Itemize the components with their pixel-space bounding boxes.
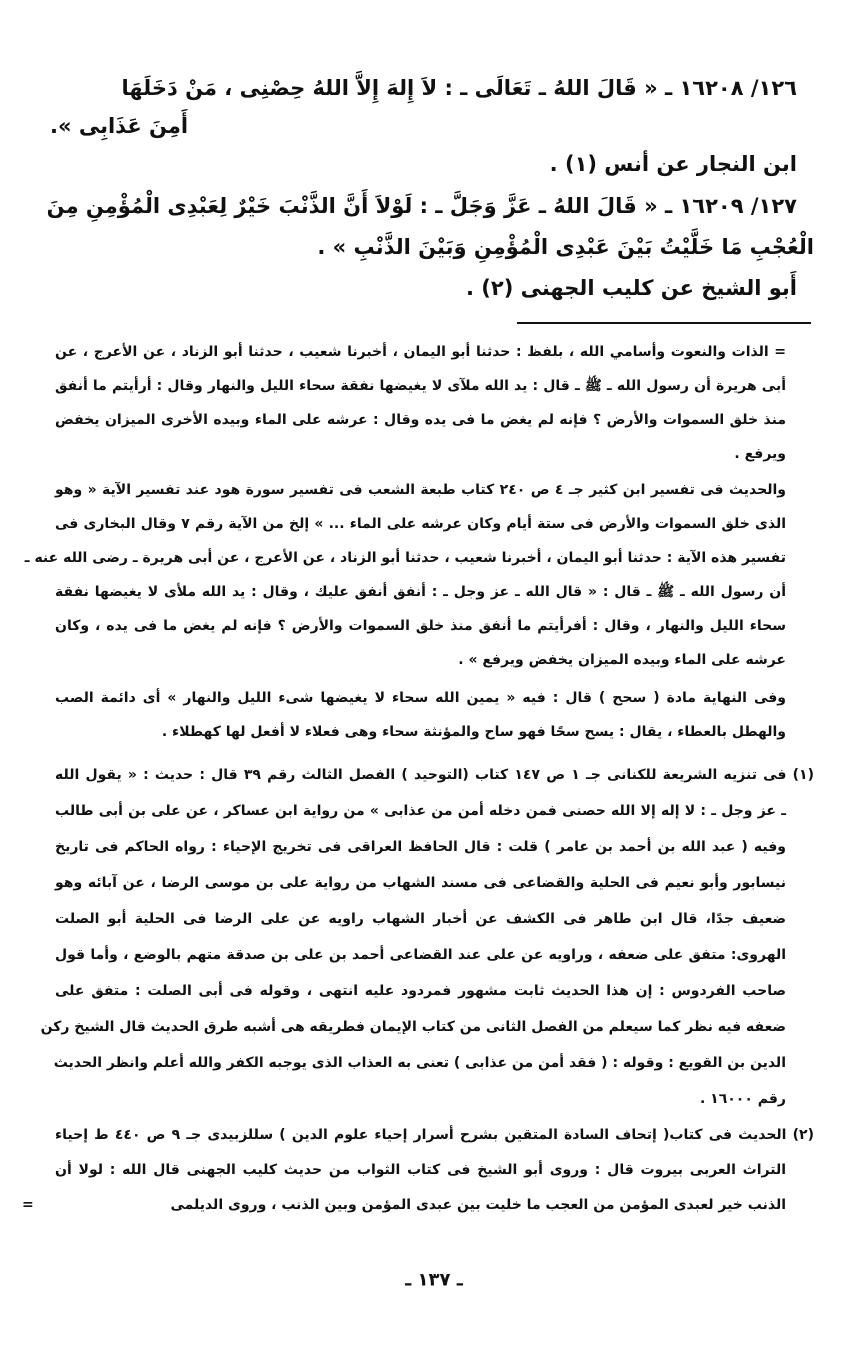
footnote-line: منذ خلق السموات والأرض ؟ فإنه لم يغض ما فى يده وقال : عرشه على الماء وبيده الأخرى الميزان يخفض: [55, 412, 786, 428]
footnote-line: والحديث فى تفسير ابن كثير جـ ٤ ص ٢٤٠ كتاب طبعة الشعب فى تفسير سورة هود عند تفسير الآية « وهو: [55, 482, 786, 498]
footnote-line: أن رسول الله ـ ﷺ ـ قال : « قال الله ـ عز وجل ـ : أنفق أنفق عليك ، وقال : يد الله ملأى لا يغيضها نفقة: [55, 584, 786, 600]
footnote-line: = الذات والنعوت وأسامي الله ، بلفظ : حدثنا أبو اليمان ، أخبرنا شعيب ، حدثنا أبو الزناد ، عن الأعرج ، عن: [55, 344, 786, 360]
footnote-line: تفسير هذه الآية : حدثنا أبو اليمان ، أخبرنا شعيب ، حدثنا أبو الزناد ، عن الأعرج ، عن أبى هريرة ـ رضى الله عنه ـ: [24, 550, 786, 566]
footnote-line: ضعفه فيه نظر كما سيعلم من الفصل الثانى من كتاب الإيمان فطريقه هى أشبه طرق الحديث قال الشيخ ركن: [40, 1019, 786, 1035]
footnote-divider: [517, 322, 811, 324]
footnote-2-line: (٢) الحديث فى كتاب( إتحاف السادة المتقين بشرح أسرار إحياء علوم الدين ) سللزبيدى جـ ٩ ص ٤٤٠ ط إحياء: [55, 1127, 814, 1143]
footnote-line: عرشه على الماء وبيده الميزان يخفض ويرفع » .: [458, 652, 786, 668]
footnote-line: الذنب خير لعبدى المؤمن من العجب ما خليت بين عبدى المؤمن وبين الذنب ، وروى الديلمى: [170, 1197, 786, 1213]
hadith-126-source: ابن النجار عن أنس (١) .: [549, 152, 797, 176]
footnote-line: أبى هريرة أن رسول الله ـ ﷺ ـ قال : يد الله ملآى لا يغيضها نفقة سحاء الليل والنهار وقال : أرأيتم ما أنفق: [55, 378, 786, 394]
footnote-line: ـ عز وجل ـ : لا إله إلا الله حصنى فمن دخله أمن من عذابى » من رواية ابن عساكر ، عن على بن أبى طالب: [55, 803, 786, 819]
hadith-126-text-end: أَمِنَ عَذَابِى ».: [50, 114, 189, 138]
hadith-127-source: أَبو الشيخ عن كليب الجهنى (٢) .: [465, 276, 797, 300]
footnote-line: صاحب الفردوس : إن هذا الحديث ثابت مشهور فمردود عليه انتهى ، وقوله فى أبى الصلت : متفق على: [55, 983, 786, 999]
footnote-line: الدين بن القويع : وقوله : ( فقد أمن من عذابى ) تعنى به العذاب الذى يوجبه الكفر والله أعلم وانظر الحديث: [53, 1055, 786, 1071]
footnote-line: نيسابور وأبو نعيم فى الحلية والقضاعى فى مسند الشهاب من رواية على بن موسى الرضا ، عن آبائه وهو: [55, 875, 786, 891]
footnote-line: الهروى: متفق على ضعفه ، وراويه عن على عند القضاعى أحمد بن على بن صدقة متهم بالوضع ، وأما قول: [55, 947, 786, 963]
footnote-line: والهطل بالعطاء ، يقال : يسح سحًا فهو ساح والمؤنثة سحاء وهى فعلاء لا أفعل لها كهطلاء .: [161, 724, 786, 740]
footnote-line: رقم ١٦٠٠٠ .: [699, 1091, 786, 1107]
hadith-127-text: ١٢٧/ ١٦٢٠٩ ـ « قَالَ اللهُ ـ عَزَّ وَجَلَّ ـ : لَوْلاَ أَنَّ الذَّنْبَ خَيْرٌ لِعَبْدِى الْمُؤْمِنِ مِنَ: [46, 194, 797, 218]
footnote-line: وفيه ( عبد الله بن أحمد بن عامر ) قلت : قال الحافظ العراقى فى تخريج الإحياء : رواه الحاكم فى تاريخ: [55, 839, 786, 855]
hadith-126-text: ١٢٦/ ١٦٢٠٨ ـ « قَالَ اللهُ ـ تَعَالَى ـ : لاَ إِلهَ إِلاَّ اللهُ حِصْنِى ، مَنْ دَخَلَهَا: [121, 76, 797, 100]
footnote-1-line: (١) فى تنزيه الشريعة للكنانى جـ ١ ص ١٤٧ كتاب (التوحيد ) الفصل الثالث رقم ٣٩ قال : حديث : « يقول الله: [55, 767, 814, 783]
footnote-line: الذى خلق السموات والأرض فى ستة أيام وكان عرشه على الماء ... » إلخ من الآية رقم ٧ وقال البخارى فى: [55, 516, 787, 532]
continuation-mark: =: [22, 1197, 34, 1213]
footnote-line: ويرفع .: [734, 446, 786, 462]
footnote-line: ضعيف جدًا، قال ابن طاهر فى الكشف عن أخبار الشهاب راويه عن على الرضا فى الحلية أبو الصلت: [55, 911, 786, 927]
footnote-line: سحاء الليل والنهار ، وقال : أفرأيتم ما أنفق منذ خلق السموات والأرض ؟ فإنه لم يغض ما فى يده ، وكان: [55, 618, 786, 634]
hadith-127-text-end: الْعُجْبِ مَا خَلَّيْتُ بَيْنَ عَبْدِى الْمُؤْمِنِ وَبَيْنَ الذَّنْبِ » .: [317, 235, 814, 259]
page-number: ـ ١٣٧ ـ: [405, 1269, 463, 1291]
footnote-line: وفى النهاية مادة ( سحح ) قال : فيه « يمين الله سحاء لا يغيضها شىء الليل والنهار » أى دائمة الصب: [55, 690, 786, 706]
footnote-line: التراث العربى بيروت قال : وروى أبو الشيخ فى كتاب الثواب من حديث كليب الجهنى قال الله : لولا أن: [55, 1162, 786, 1178]
